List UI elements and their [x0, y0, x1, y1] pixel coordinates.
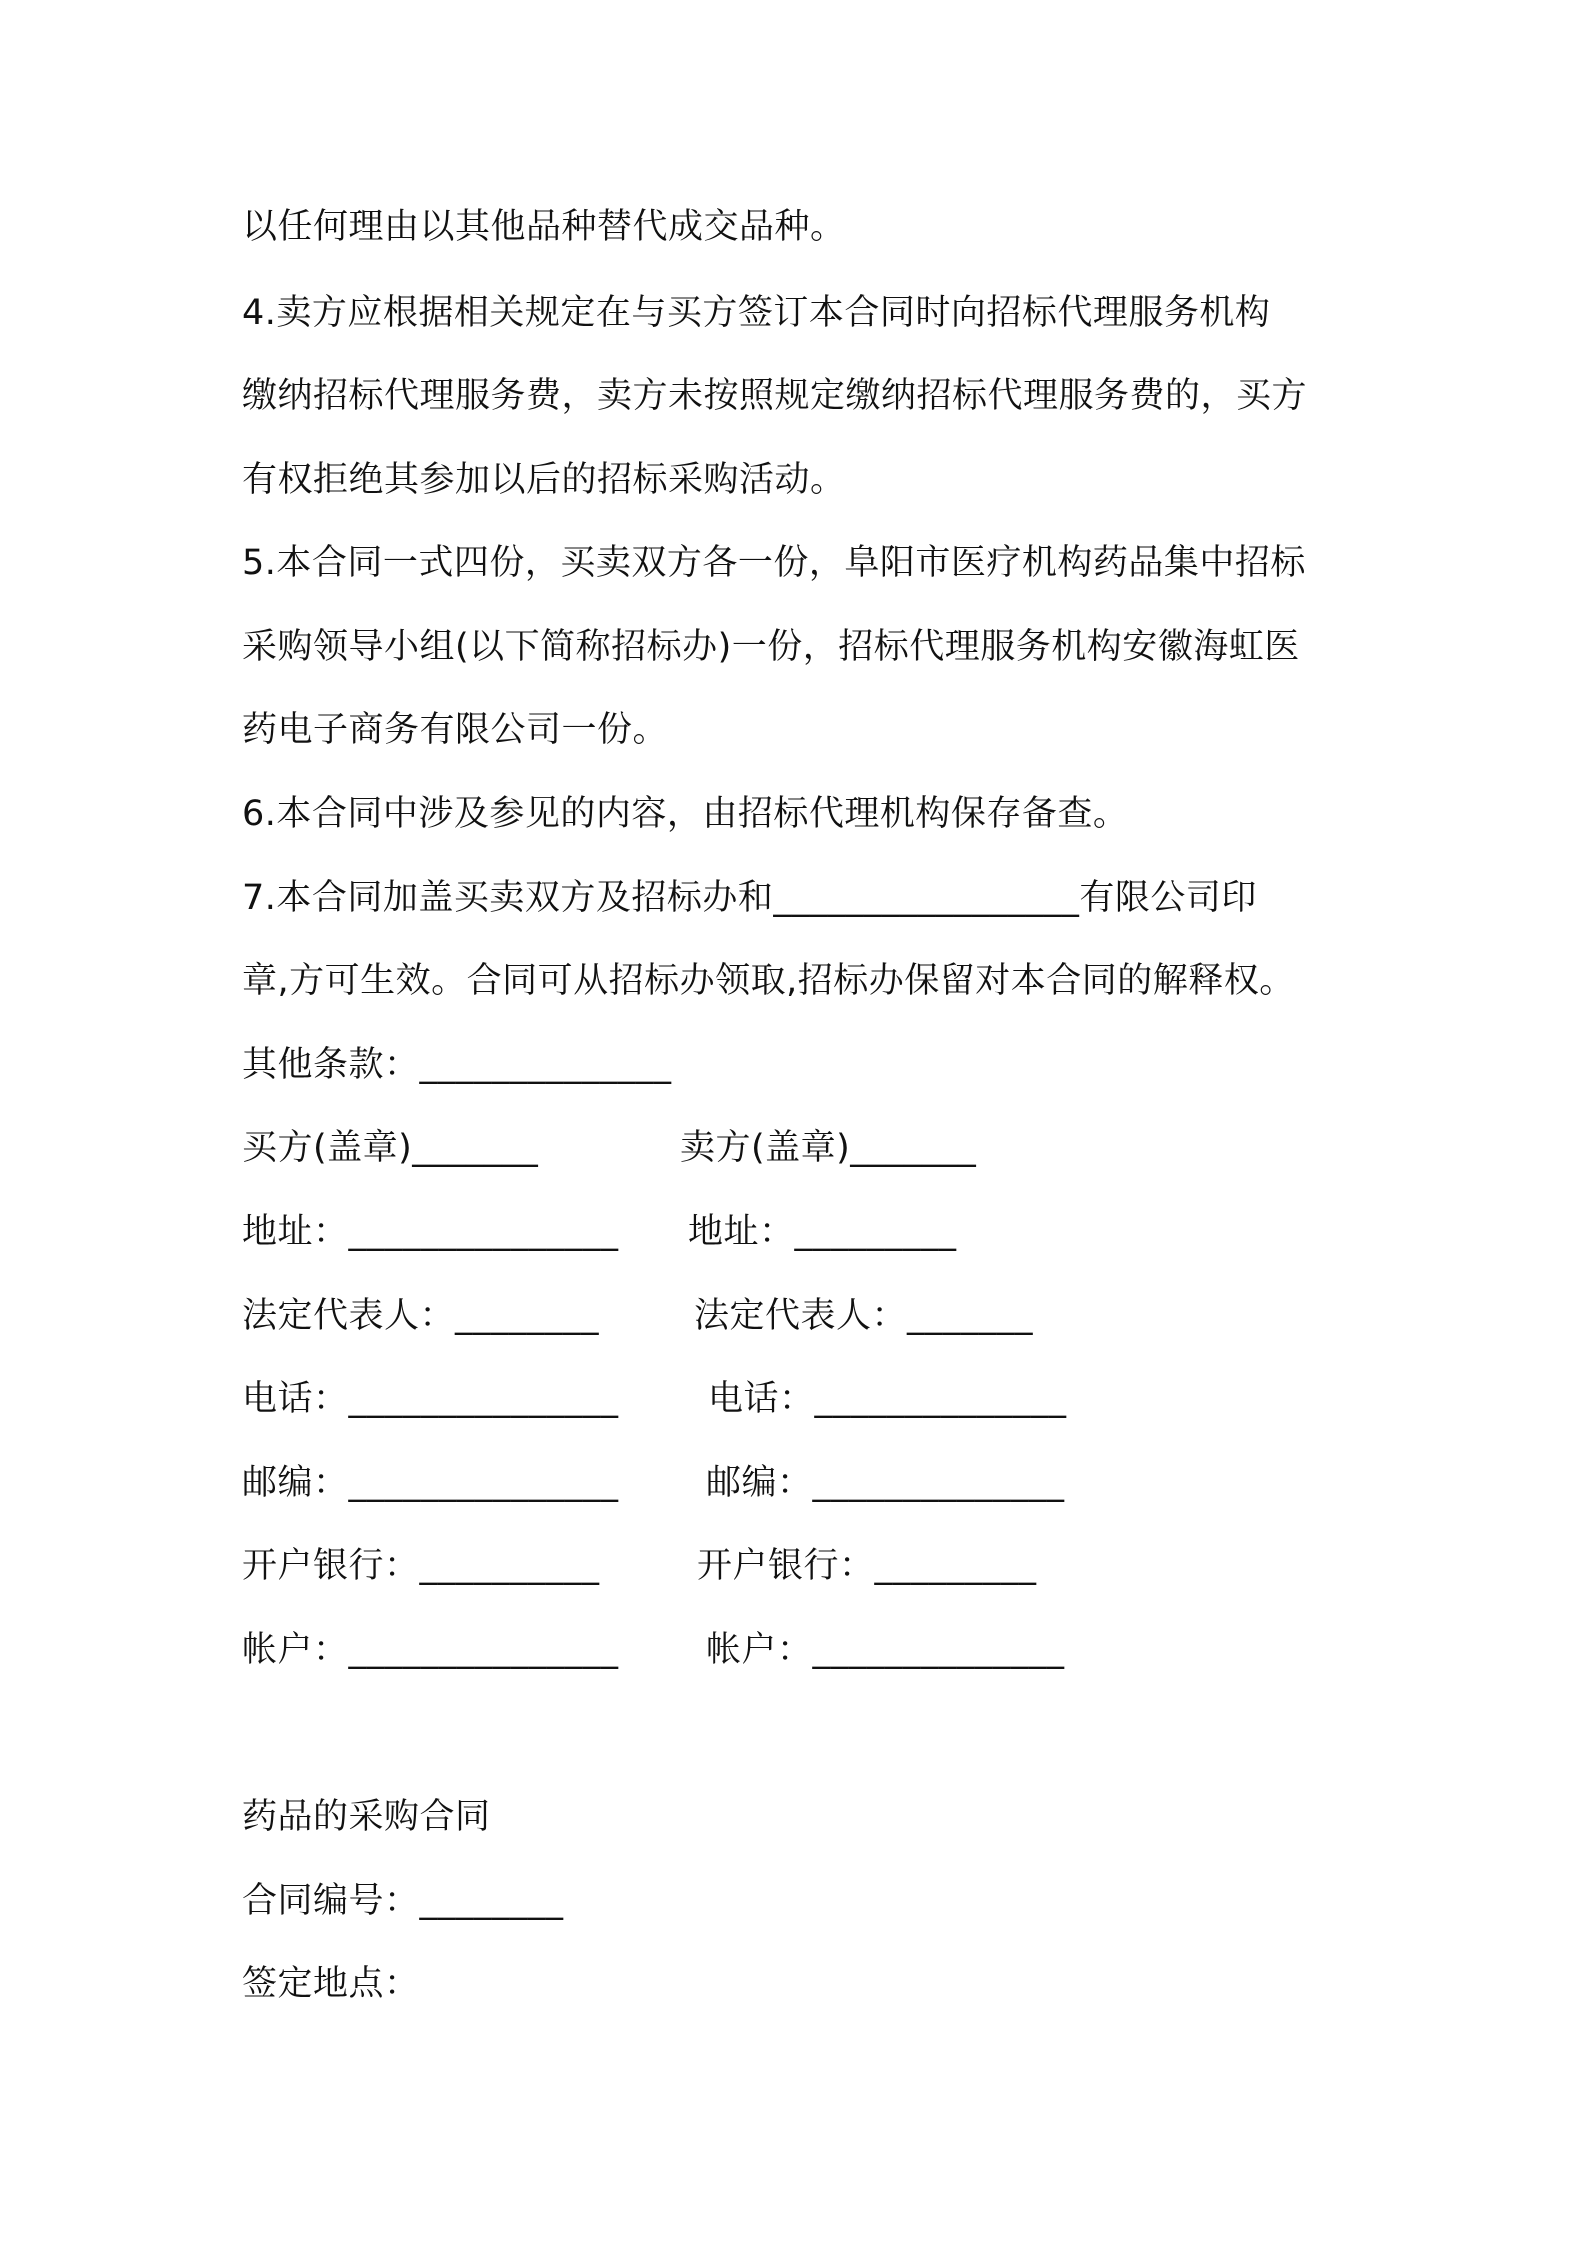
paragraph-line-3: 缴纳招标代理服务费，卖方未按照规定缴纳招标代理服务费的，买方 — [242, 376, 1308, 416]
paragraph-line-5: 5.本合同一式四份，买卖双方各一份，阜阳市医疗机构药品集中招标 — [242, 543, 1306, 583]
seller-postcode: 邮编：______________ — [706, 1463, 1065, 1503]
paragraph-line-8: 6.本合同中涉及参见的内容，由招标代理机构保存备查。 — [242, 794, 1129, 834]
buyer-address: 地址：_______________ — [242, 1212, 619, 1252]
paragraph-line-4: 有权拒绝其参加以后的招标采购活动。 — [242, 460, 846, 500]
seller-representative: 法定代表人：_______ — [694, 1296, 1034, 1336]
seller-bank: 开户银行：_________ — [697, 1546, 1037, 1586]
seller-phone: 电话：______________ — [708, 1379, 1067, 1419]
buyer-representative: 法定代表人：________ — [242, 1296, 600, 1336]
contract-number: 合同编号：________ — [242, 1881, 564, 1921]
other-terms: 其他条款：______________ — [242, 1045, 672, 1085]
paragraph-line-10: 章,方可生效。合同可从招标办领取,招标办保留对本合同的解释权。 — [242, 961, 1295, 1001]
paragraph-line-2: 4.卖方应根据相关规定在与买方签订本合同时向招标代理服务机构 — [242, 293, 1271, 333]
buyer-seal: 买方(盖章)_______ — [242, 1128, 539, 1168]
paragraph-line-6: 采购领导小组(以下简称招标办)一份，招标代理服务机构安徽海虹医 — [242, 627, 1300, 667]
seller-seal: 卖方(盖章)_______ — [680, 1128, 977, 1168]
contract-title: 药品的采购合同 — [242, 1797, 491, 1837]
seller-address: 地址：_________ — [688, 1212, 957, 1252]
paragraph-line-9: 7.本合同加盖买卖双方及招标办和_________________有限公司印 — [242, 878, 1257, 918]
buyer-bank: 开户银行：__________ — [242, 1546, 600, 1586]
buyer-postcode: 邮编：_______________ — [242, 1463, 619, 1503]
paragraph-line-1: 以任何理由以其他品种替代成交品种。 — [242, 207, 846, 247]
paragraph-line-7: 药电子商务有限公司一份。 — [242, 710, 669, 750]
buyer-account: 帐户：_______________ — [242, 1630, 619, 1670]
buyer-phone: 电话：_______________ — [242, 1379, 619, 1419]
seller-account: 帐户：______________ — [706, 1630, 1065, 1670]
signing-place: 签定地点： — [242, 1964, 420, 2004]
